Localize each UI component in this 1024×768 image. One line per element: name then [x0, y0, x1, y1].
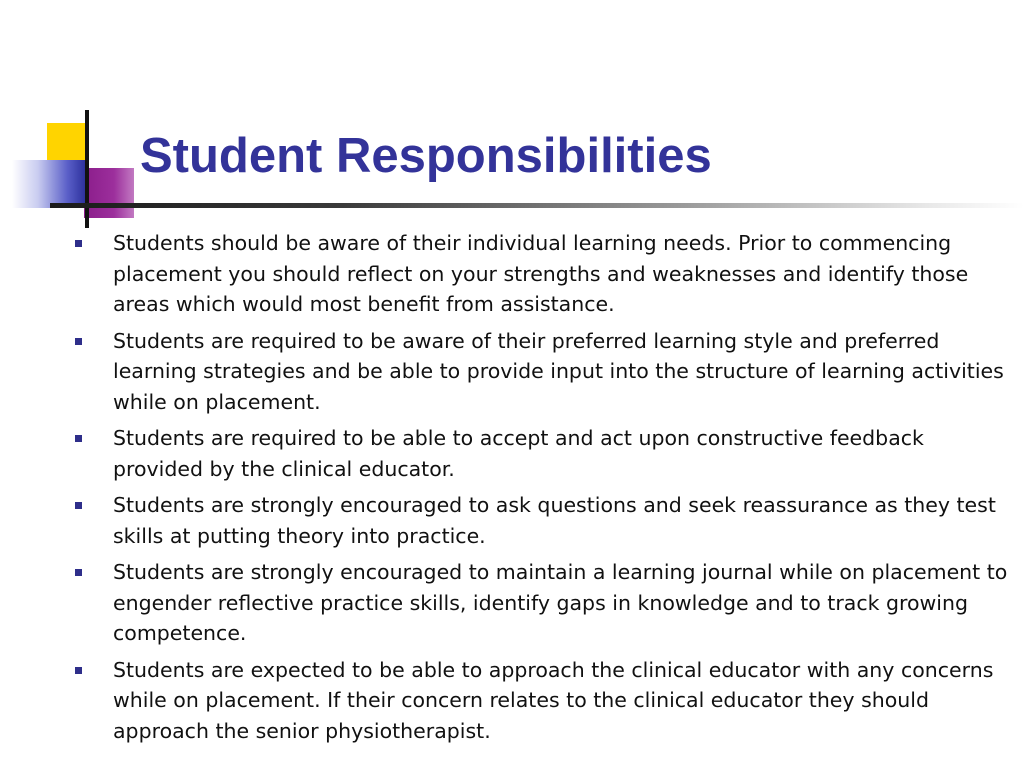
- bullet-item: [0, 490, 1024, 551]
- square-bullet-icon: [75, 502, 82, 509]
- bullet-text: Students should be aware of their individual learning needs. Prior to commencing placement you should reflect on your strengths and weaknesses and identify those areas which would most benefit from assistance.: [113, 231, 969, 316]
- bullet-text: Students are strongly encouraged to maintain a learning journal while on placement to engender reflective practice skills, identify gaps in knowledge and to track growing competence.: [113, 560, 1008, 645]
- decor-blue-gradient-bar: [12, 160, 86, 208]
- title-underline: [50, 203, 1024, 208]
- bullet-list: [0, 228, 1024, 752]
- decor-purple-square: [84, 168, 134, 218]
- bullet-item: [0, 557, 1024, 649]
- bullet-text: Students are required to be able to accept and act upon constructive feedback provided by the clinical educator.: [113, 426, 924, 481]
- square-bullet-icon: [75, 240, 82, 247]
- decor-vertical-line: [85, 110, 89, 228]
- square-bullet-icon: [75, 338, 82, 345]
- slide-title: Student Responsibilities: [140, 129, 712, 183]
- square-bullet-icon: [75, 667, 82, 674]
- bullet-item: [0, 655, 1024, 747]
- square-bullet-icon: [75, 569, 82, 576]
- bullet-item: [0, 326, 1024, 418]
- bullet-item: [0, 423, 1024, 484]
- bullet-text: Students are expected to be able to approach the clinical educator with any concerns while on placement. If their concern relates to the clinical educator they should approach the senior physiotherapist.: [113, 657, 994, 743]
- square-bullet-icon: [75, 435, 82, 442]
- bullet-item: [0, 228, 1024, 320]
- bullet-text: Students are required to be aware of their preferred learning style and preferred learning strategies and be able to provide input into the structure of learning activities while on placement.: [113, 328, 1004, 414]
- decor-yellow-square: [47, 123, 89, 163]
- bullet-text: Students are strongly encouraged to ask questions and seek reassurance as they test skills at putting theory into practice.: [113, 493, 996, 548]
